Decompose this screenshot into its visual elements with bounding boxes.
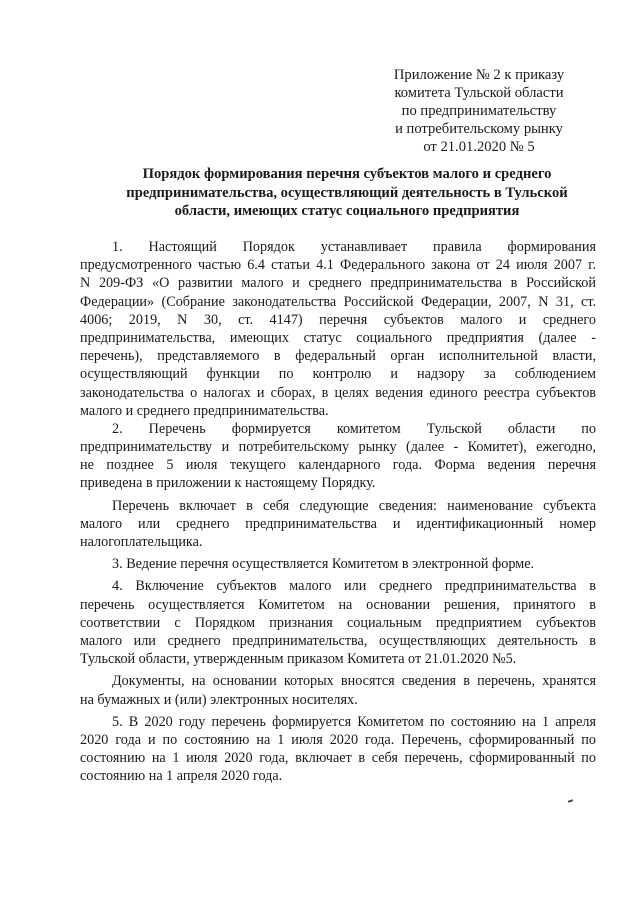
paragraph-line: 5. В 2020 году перечень формируется Комитетом по состоянию на 1 апреля <box>112 713 596 730</box>
paragraph-line: соответствии с Порядком признания социальным предприятием субъектов <box>80 614 596 631</box>
paragraph-line: перечень), представляемого в федеральный орган исполнительной власти, <box>80 348 596 365</box>
paragraph-line: состоянию на 1 июля 2020 года, включает в себя перечень, сформированный по <box>80 750 596 767</box>
paragraph-line: не позднее 5 июля текущего календарного года. Форма ведения перечня <box>80 457 596 474</box>
title-line: Порядок формирования перечня субъектов малого и среднего <box>142 166 552 182</box>
paragraph-line: состоянию на 1 апреля 2020 года. <box>80 768 283 785</box>
paragraph-line: Тульской области, утвержденным приказом Комитета от 21.01.2020 №5. <box>80 651 517 668</box>
paragraph-line: предпринимательства, имеющих статус социального предприятия (далее - <box>80 329 596 346</box>
paragraph-line: малого или среднего предпринимательства и идентификационный номер <box>80 515 596 532</box>
paragraph-line: малого и среднего предпринимательства. <box>80 402 329 419</box>
paragraph-line: 1. Настоящий Порядок устанавливает правила формирования <box>112 239 596 255</box>
document-body <box>80 238 596 785</box>
paragraph-line: предусмотренного частью 6.4 статьи 4.1 Федерального закона от 24 июля 2007 г. <box>80 257 596 274</box>
scan-mark <box>568 799 573 803</box>
paragraph-line: 4. Включение субъектов малого или среднего предпринимательства в <box>112 578 596 595</box>
paragraph-line: законодательства о налогах и сборах, в целях ведения единого реестра субъектов <box>80 384 596 401</box>
appendix-line: от 21.01.2020 № 5 <box>423 139 535 155</box>
title-line: области, имеющих статус социального предприятия <box>174 203 520 219</box>
paragraph-line: перечень осуществляется Комитетом на основании решения, принятого в <box>80 596 596 613</box>
paragraph-line: N 209-ФЗ «О развитии малого и среднего предпринимательства в Российской <box>80 275 596 292</box>
paragraph-line: осуществляющий функции по контролю и надзору за соблюдением <box>80 366 596 383</box>
paragraph-line: 2020 года и по состоянию на 1 июля 2020 года. Перечень, сформированный по <box>80 731 596 748</box>
paragraph-line: малого или среднего предпринимательства, осуществляющих деятельность в <box>80 632 596 649</box>
appendix-line: и потребительскому рынку <box>395 121 563 137</box>
appendix-header <box>360 66 598 156</box>
appendix-line: Приложение № 2 к приказу <box>393 67 565 83</box>
paragraph-line: Перечень включает в себя следующие сведения: наименование субъекта <box>112 497 596 514</box>
paragraph-line: 4006; 2019, N 30, ст. 4147) перечня субъектов малого и среднего <box>80 311 596 328</box>
paragraph-line: Федерации» (Собрание законодательства Российской Федерации, 2007, N 31, ст. <box>80 293 596 310</box>
paragraph-line: на бумажных и (или) электронных носителях. <box>80 691 358 708</box>
paragraph-line: 2. Перечень формируется комитетом Тульской области по <box>112 420 596 437</box>
title-line: предпринимательства, осуществляющий деятельность в Тульской <box>126 184 568 201</box>
document-title <box>92 165 602 221</box>
appendix-line: комитета Тульской области <box>394 85 564 101</box>
paragraph-line: предпринимательству и потребительскому рынку (далее - Комитет), ежегодно, <box>80 439 596 456</box>
paragraph-line: приведена в приложении к настоящему Порядку. <box>80 475 376 492</box>
paragraph-line: Документы, на основании которых вносятся сведения в перечень, хранятся <box>112 673 596 690</box>
appendix-line: по предпринимательству <box>401 103 557 119</box>
paragraph-line: налогоплательщика. <box>80 534 203 550</box>
paragraph-line: 3. Ведение перечня осуществляется Комитетом в электронной форме. <box>112 556 535 573</box>
